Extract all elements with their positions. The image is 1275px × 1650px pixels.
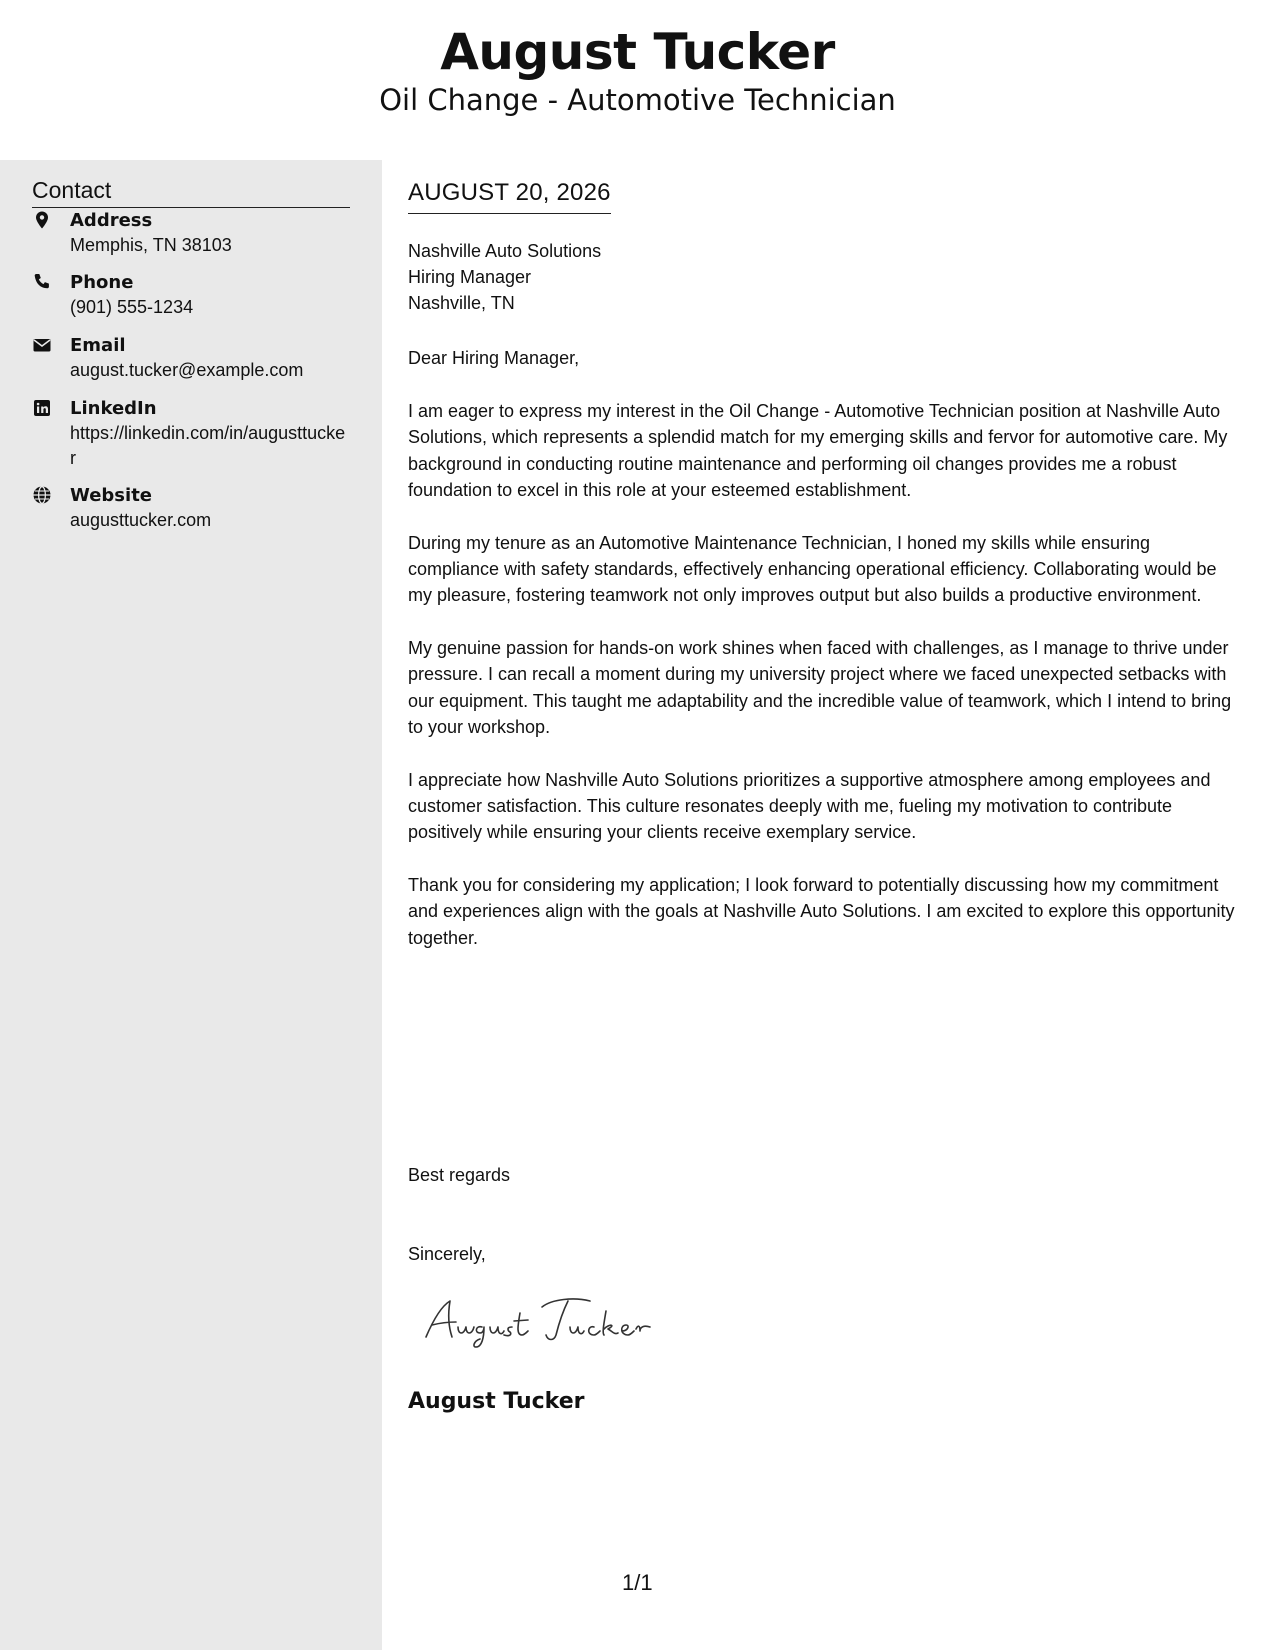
recipient-block: [408, 238, 601, 316]
paragraph: My genuine passion for hands-on work shines when faced with challenges, as I manage to thrive under pressure. I can recall a moment during my university project where we faced unexpected setbacks with our equipment. This taught me adaptability and the incredible value of teamwork, which I intend to bring to your workshop.: [408, 638, 1232, 737]
paragraph: Thank you for considering my application; I look forward to potentially discussing how my commitment and experiences align with the goals at Nashville Auto Solutions. I am excited to explore this opportunity together.: [408, 875, 1235, 948]
sign-off: Sincerely,: [408, 1244, 486, 1264]
linkedin-label: LinkedIn: [70, 398, 157, 419]
address-value: Memphis, TN 38103: [70, 235, 232, 255]
website-label: Website: [70, 485, 153, 506]
closing-line: Best regards: [408, 1165, 511, 1185]
email-value[interactable]: august.tucker@example.com: [70, 360, 304, 380]
recipient-company: Nashville Auto Solutions: [408, 241, 602, 261]
email-label: Email: [70, 335, 126, 356]
page-header: [0, 0, 1275, 160]
signer-name: August Tucker: [408, 1389, 585, 1414]
phone-label: Phone: [70, 272, 134, 293]
contact-heading: Contact: [32, 175, 350, 208]
page-indicator: 1/1: [622, 1570, 653, 1595]
paragraph: During my tenure as an Automotive Maintenance Technician, I honed my skills while ensuring compliance with safety standards, effectively enhancing operational efficiency. Collaborating would be my pleasure, fostering teamwork not only improves output but also builds a productive environment.: [408, 532, 1217, 606]
letter-date: AUGUST 20, 2026: [408, 178, 611, 214]
recipient-title: Hiring Manager: [408, 267, 532, 287]
recipient-location: Nashville, TN: [408, 293, 515, 313]
linkedin-icon: [32, 398, 54, 420]
greeting: Dear Hiring Manager,: [408, 348, 580, 368]
paragraph: I am eager to express my interest in the Oil Change - Automotive Technician position at Nashville Auto Solutions, which represents a splendid match for my emerging skills and fervor for automotive care. My background in conducting routine maintenance and performing oil changes provides me a robust foundation to excel in this role at your esteemed establishment.: [408, 401, 1228, 500]
address-label: Address: [70, 210, 153, 231]
contact-sidebar: [0, 160, 382, 1650]
job-title: Oil Change - Automotive Technician: [379, 83, 896, 117]
phone-value: (901) 555-1234: [70, 297, 194, 317]
applicant-name: August Tucker: [440, 23, 835, 81]
map-pin-icon: [32, 210, 54, 232]
website-value[interactable]: augusttucker.com: [70, 510, 212, 530]
linkedin-value[interactable]: https://linkedin.com/in/augusttucker: [70, 423, 346, 468]
envelope-icon: [32, 335, 54, 357]
letter-paragraphs: [408, 398, 1240, 978]
paragraph: I appreciate how Nashville Auto Solutions prioritizes a supportive atmosphere among employees and customer satisfaction. This culture resonates deeply with me, fueling my motivation to contribute positively while ensuring your clients receive exemplary service.: [408, 769, 1211, 843]
handwritten-signature: [418, 1285, 668, 1355]
phone-icon: [32, 272, 54, 294]
globe-icon: [32, 485, 54, 507]
